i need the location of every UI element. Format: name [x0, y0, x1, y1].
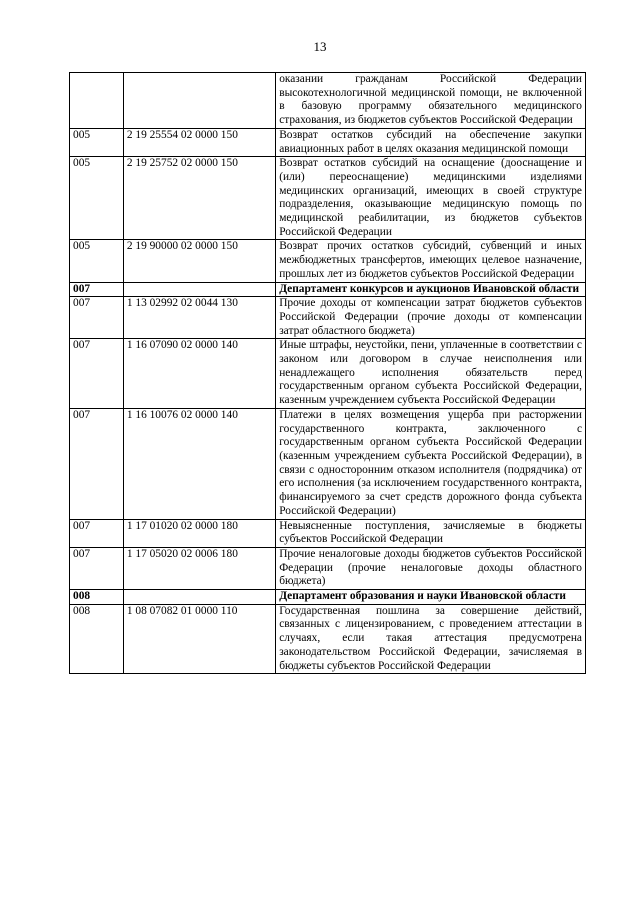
budget-code-cell [123, 590, 275, 605]
admin-code-cell: 007 [70, 297, 124, 339]
description-cell: Платежи в целях возмещения ущерба при расторжении государственного контракта, заключенного с государственным органом субъекта Российской Федерации (казенным учреждением субъекта Российской Федерации), в связи с односторонним отказом исполнителя (подрядчика) от его исполнения (за исключением государственного контракта, финансируемого за счет средств дорожного фонда субъекта Российской Федерации) [276, 408, 586, 519]
budget-code-cell: 1 16 07090 02 0000 140 [123, 339, 275, 409]
table-body [70, 73, 586, 674]
budget-code-cell: 1 17 05020 02 0006 180 [123, 547, 275, 589]
admin-code-cell: 007 [70, 282, 124, 297]
table-row [70, 297, 586, 339]
table-row [70, 519, 586, 547]
budget-code-cell [123, 73, 275, 129]
admin-code-cell: 008 [70, 604, 124, 674]
description-cell: Департамент конкурсов и аукционов Ивановской области [276, 282, 586, 297]
description-cell: Невыясненные поступления, зачисляемые в бюджеты субъектов Российской Федерации [276, 519, 586, 547]
admin-code-cell: 007 [70, 408, 124, 519]
department-header-row [70, 282, 586, 297]
budget-code-cell: 1 13 02992 02 0044 130 [123, 297, 275, 339]
budget-code-cell: 2 19 25752 02 0000 150 [123, 157, 275, 240]
admin-code-cell: 005 [70, 240, 124, 282]
budget-code-cell: 1 16 10076 02 0000 140 [123, 408, 275, 519]
description-cell: Прочие доходы от компенсации затрат бюджетов субъектов Российской Федерации (прочие доходы от компенсации затрат областного бюджета) [276, 297, 586, 339]
admin-code-cell: 007 [70, 519, 124, 547]
description-cell: Возврат остатков субсидий на оснащение (дооснащение и (или) переоснащение) медицинскими изделиями медицинских организаций, имеющих в своей структуре подразделения, оказывающие медицинскую помощь по медицинской реабилитации, из бюджетов субъектов Российской Федерации [276, 157, 586, 240]
budget-code-cell: 2 19 90000 02 0000 150 [123, 240, 275, 282]
description-cell: оказании гражданам Российской Федерации высокотехнологичной медицинской помощи, не включенной в базовую программу обязательного медицинского страхования, из бюджетов субъектов Российской Федерации [276, 73, 586, 129]
description-cell: Прочие неналоговые доходы бюджетов субъектов Российской Федерации (прочие неналоговые доходы областного бюджета) [276, 547, 586, 589]
revenue-codes-table [69, 72, 586, 674]
table-row [70, 339, 586, 409]
budget-code-cell [123, 282, 275, 297]
table-row [70, 547, 586, 589]
table-row [70, 157, 586, 240]
table-row [70, 240, 586, 282]
table-row [70, 73, 586, 129]
admin-code-cell [70, 73, 124, 129]
admin-code-cell: 008 [70, 590, 124, 605]
budget-code-cell: 2 19 25554 02 0000 150 [123, 128, 275, 156]
description-cell: Иные штрафы, неустойки, пени, уплаченные в соответствии с законом или договором в случае неисполнения или ненадлежащего исполнения обязательств перед государственным органом субъекта Российской Федерации, казенным учреждением субъекта Российской Федерации [276, 339, 586, 409]
description-cell: Департамент образования и науки Ивановской области [276, 590, 586, 605]
budget-code-cell: 1 17 01020 02 0000 180 [123, 519, 275, 547]
page-number: 13 [313, 39, 327, 54]
budget-code-cell: 1 08 07082 01 0000 110 [123, 604, 275, 674]
table-row [70, 408, 586, 519]
admin-code-cell: 007 [70, 339, 124, 409]
admin-code-cell: 005 [70, 128, 124, 156]
description-cell: Возврат остатков субсидий на обеспечение закупки авиационных работ в целях оказания медицинской помощи [276, 128, 586, 156]
description-cell: Возврат прочих остатков субсидий, субвенций и иных межбюджетных трансфертов, имеющих целевое назначение, прошлых лет из бюджетов субъектов Российской Федерации [276, 240, 586, 282]
admin-code-cell: 005 [70, 157, 124, 240]
table-row [70, 128, 586, 156]
description-cell: Государственная пошлина за совершение действий, связанных с лицензированием, с проведением аттестации в случаях, если такая аттестация предусмотрена законодательством Российской Федерации, зачисляемая в бюджеты субъектов Российской Федерации [276, 604, 586, 674]
department-header-row [70, 590, 586, 605]
admin-code-cell: 007 [70, 547, 124, 589]
table-row [70, 604, 586, 674]
